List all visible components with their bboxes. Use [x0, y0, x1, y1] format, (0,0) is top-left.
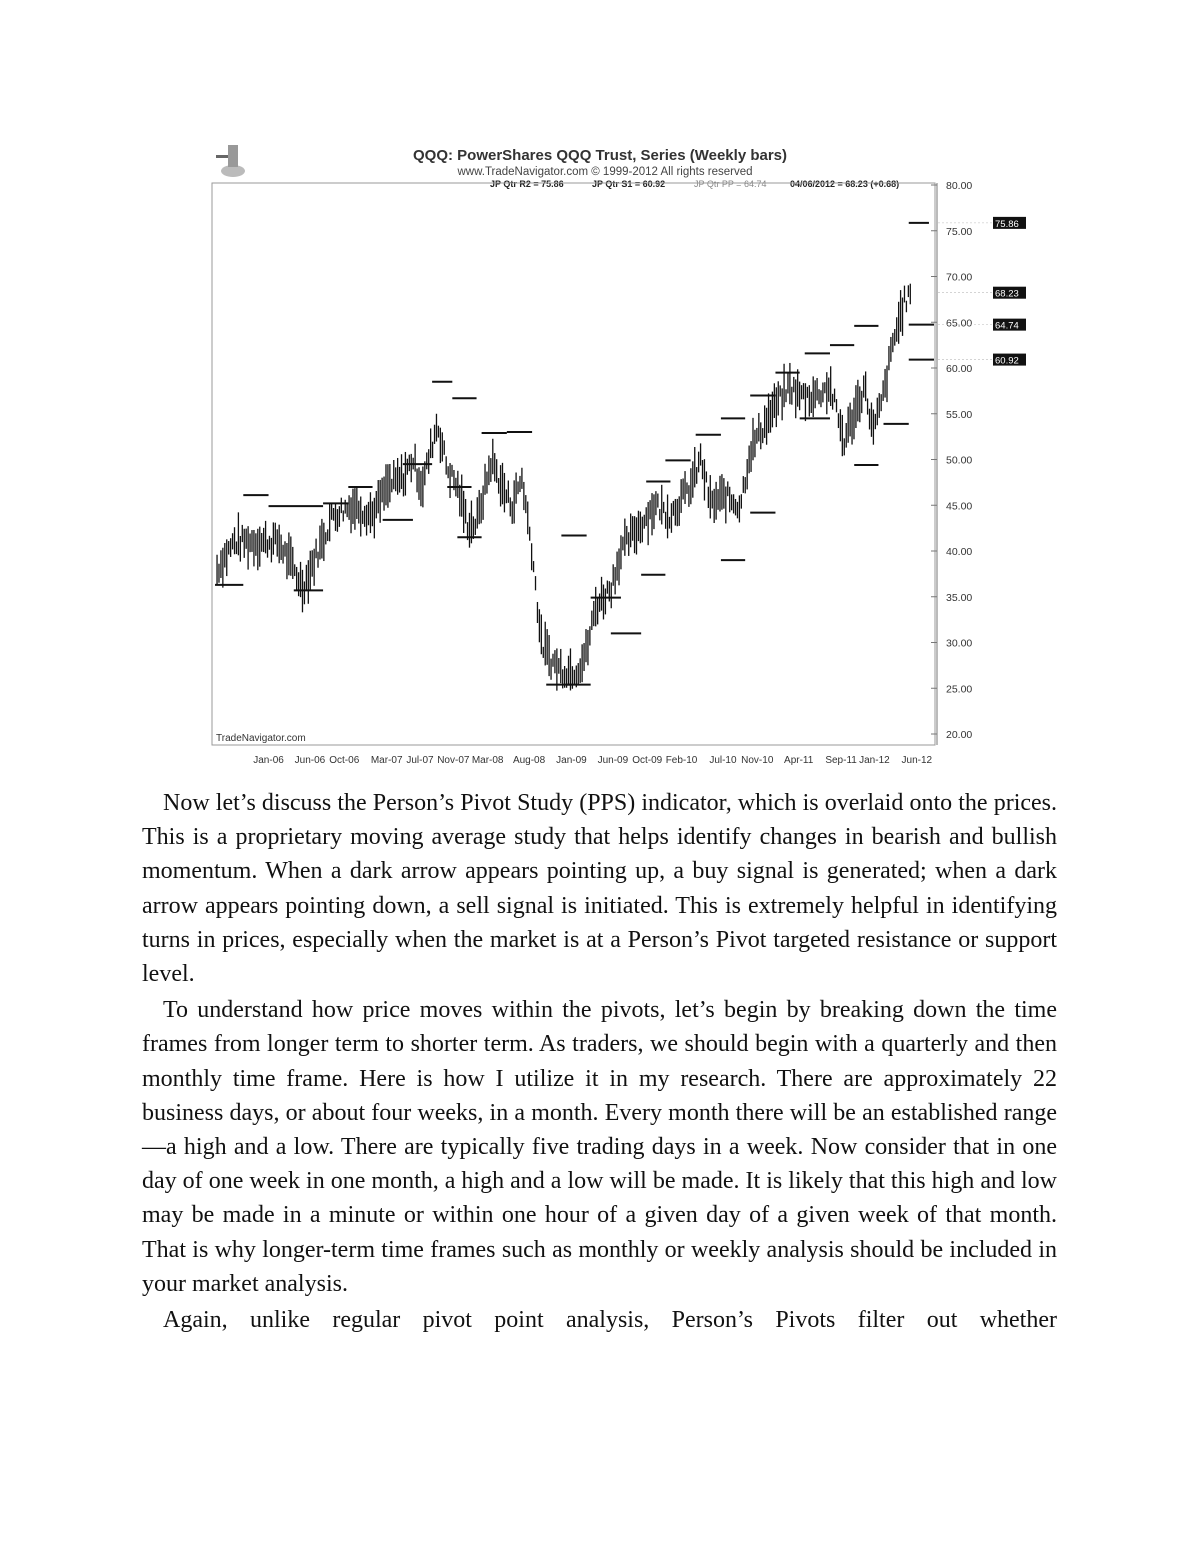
qqq-weekly-chart — [200, 135, 1040, 775]
chart-title: QQQ: PowerShares QQQ Trust, Series (Weekly bars) — [412, 147, 788, 164]
price-tag-label: 64.74 — [995, 320, 1019, 332]
x-tick-label: Jun-09 — [597, 755, 629, 766]
y-tick-label: 20.00 — [946, 729, 973, 741]
y-tick-label: 40.00 — [946, 546, 973, 558]
plot-frame — [212, 183, 935, 745]
y-tick-label: 80.00 — [946, 180, 973, 192]
paragraph-pivot-filter: Again, unlike regular pivot point analysis, Person’s Pivots filter out whether — [163, 1307, 1057, 1334]
paragraph-pps-indicator: Now let’s discuss the Person’s Pivot Study (PPS) indicator, which is overlaid onto the prices. This is a proprietary moving average study that helps identify changes in bearish and bullish momentum. When a dark arrow appears pointing up, a buy signal is generated; when a dark arrow appears pointing down, a sell signal is initiated. This is extremely helpful in identifying turns in prices, especially when the market is at a Person’s Pivot targeted resistance or support level. — [142, 790, 1057, 988]
x-tick-label: Jun-06 — [294, 755, 326, 766]
legend-s1: JP Qtr S1 = 60.92 — [592, 179, 666, 189]
x-tick-label: Sep-11 — [825, 755, 857, 766]
x-tick-label: Nov-07 — [437, 755, 470, 766]
x-tick-label: Oct-09 — [632, 755, 663, 766]
y-tick-label: 65.00 — [946, 317, 973, 330]
y-tick-label: 70.00 — [946, 271, 973, 284]
y-tick-label: 25.00 — [946, 683, 973, 696]
x-tick-label: Jul-10 — [709, 755, 737, 766]
legend-pp: JP Qtr PP = 64.74 — [694, 179, 767, 189]
y-tick-label: 55.00 — [946, 408, 973, 421]
x-tick-label: Jun-12 — [901, 755, 933, 766]
chart-logo-icon — [216, 145, 245, 177]
x-tick-label: Apr-11 — [784, 755, 814, 766]
x-tick-label: Feb-10 — [665, 755, 698, 766]
y-tick-label: 35.00 — [946, 591, 973, 604]
chart-subtitle: www.TradeNavigator.com © 1999-2012 All rights reserved — [457, 166, 753, 178]
x-tick-label: Jan-09 — [556, 755, 587, 766]
x-tick-label: Nov-10 — [741, 755, 774, 766]
y-tick-label: 50.00 — [946, 454, 973, 467]
y-tick-label: 60.00 — [946, 363, 973, 375]
x-tick-label: Oct-06 — [329, 755, 360, 766]
x-tick-label: Jan-12 — [859, 755, 890, 766]
y-tick-label: 75.00 — [946, 225, 973, 238]
x-tick-label: Aug-08 — [512, 755, 546, 766]
price-tag-label: 68.23 — [995, 288, 1019, 300]
chart-watermark: TradeNavigator.com — [216, 733, 306, 744]
legend-r2: JP Qtr R2 = 75.86 — [490, 179, 564, 189]
y-tick-label: 45.00 — [946, 500, 973, 513]
x-tick-label: Jan-06 — [253, 755, 284, 766]
x-tick-label: Mar-08 — [471, 755, 504, 766]
paragraph-time-frames: To understand how price moves within the pivots, let’s begin by breaking down the time frames from longer term to shorter term. As traders, we should begin with a quarterly and then monthly time frame. Here is how I utilize it in my research. There are approximately 22 business days, or about four weeks, in a month. Every month there will be an established range—a high and a low. There are typically five trading days in a week. Now consider that in one day of one week in one month, a high and a low will be made. It is likely that this high and low may be made in a minute or within one hour of a given day of a given week of that month. That is why longer-term time frames such as monthly or weekly analysis should be included in your market analysis. — [142, 997, 1057, 1297]
price-tag-label: 60.92 — [995, 355, 1019, 367]
x-tick-label: Jul-07 — [406, 755, 434, 766]
x-tick-label: Mar-07 — [370, 755, 403, 766]
legend-last: 04/06/2012 = 68.23 (+0.68) — [790, 179, 900, 189]
price-tag-label: 75.86 — [995, 218, 1019, 230]
y-tick-label: 30.00 — [946, 637, 973, 650]
body-text — [142, 786, 1057, 1337]
